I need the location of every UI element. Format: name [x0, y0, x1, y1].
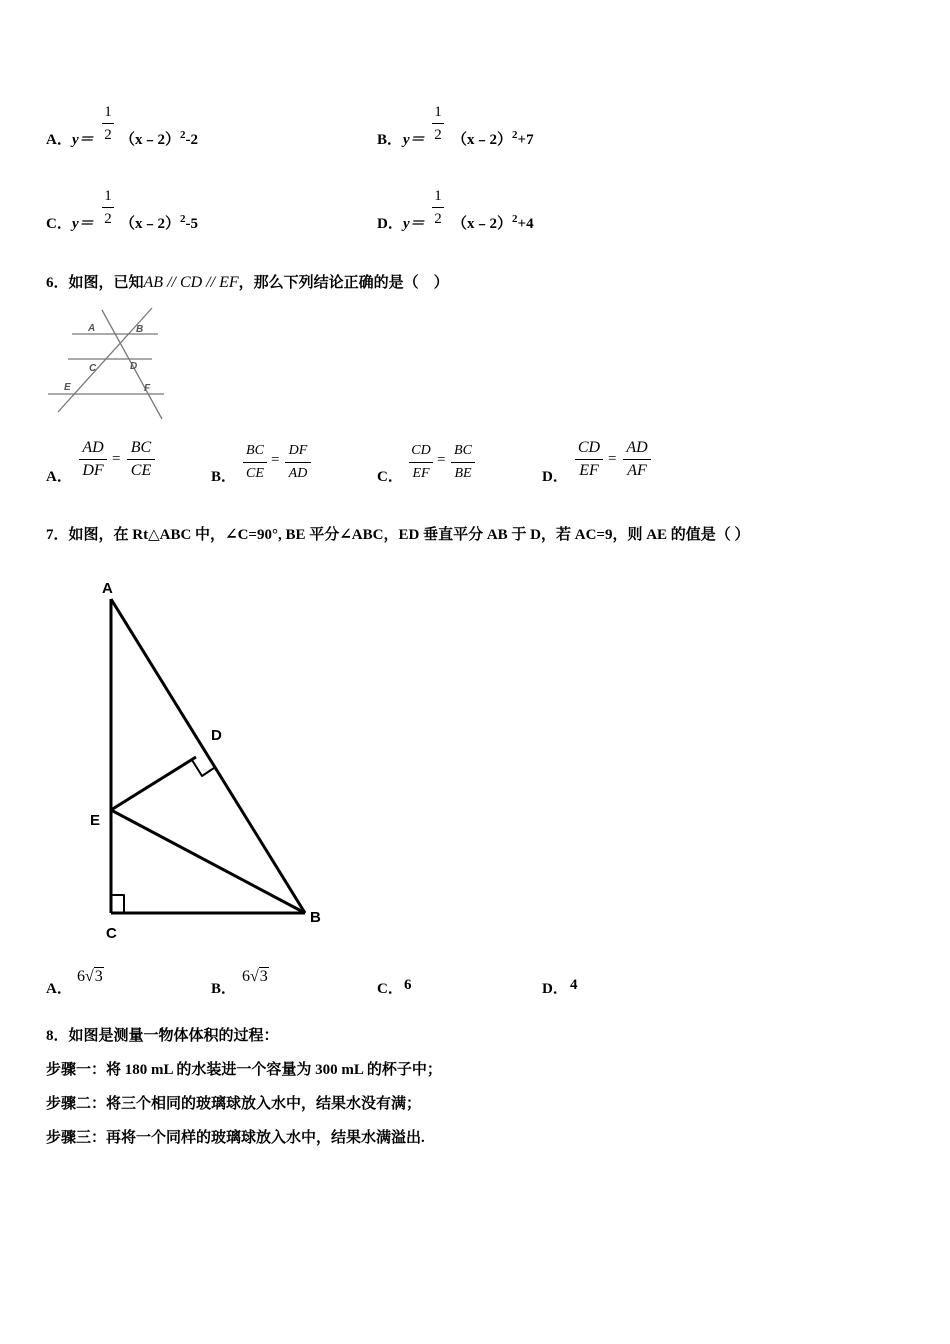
option-expression: （x﹣2）$^2$+4 [452, 213, 534, 232]
right-angle-mark-c [111, 895, 124, 913]
point-label-c: C [89, 363, 97, 374]
fraction-left: CD EF [574, 437, 604, 482]
q8-step-3: 步骤三：再将一个同样的玻璃球放入水中，结果水满溢出. [46, 1130, 425, 1146]
option-label: D． [542, 469, 568, 485]
option-label: B． [377, 132, 403, 148]
fraction: 1 2 [101, 101, 115, 146]
option-prefix: y＝ [72, 132, 94, 148]
option-label: C． [377, 469, 403, 485]
option-prefix: y＝ [72, 216, 94, 232]
point-label-b: B [310, 909, 321, 926]
q6-parallel-lines-figure [44, 304, 168, 424]
fraction-left: AD DF [78, 437, 108, 482]
q7-stem: 7．如图，在 Rt△ABC 中，∠C=90°, BE 平分∠ABC，ED 垂直平分 AB 于 D，若 AC=9，则 AE 的值是（ ） [46, 527, 750, 543]
fraction-right: BC CE [126, 437, 156, 482]
option-label: C． [46, 216, 72, 232]
option-prefix: y＝ [403, 132, 425, 148]
point-label-f: F [144, 383, 151, 394]
q8-step-1: 步骤一：将 180 mL 的水装进一个容量为 300 mL 的杯子中； [46, 1062, 442, 1078]
point-label-a: A [88, 323, 96, 334]
option-label: B． [211, 469, 237, 485]
fraction: 1 2 [431, 101, 445, 146]
equals-sign: = [112, 451, 121, 467]
q8-stem: 8．如图是测量一物体体积的过程： [46, 1028, 279, 1044]
segment-ed [111, 757, 196, 810]
equals-sign: = [271, 452, 280, 468]
option-label: D． [377, 216, 403, 232]
point-label-d: D [130, 361, 138, 372]
option-label: B． [211, 981, 237, 997]
q6-stem: 6．如图，已知AB // CD // EF，那么下列结论正确的是（ ） [46, 274, 449, 291]
equals-sign: = [608, 451, 617, 467]
point-label-d: D [211, 727, 222, 744]
option-label: C． [377, 981, 403, 997]
fraction-right: DF AD [284, 440, 312, 485]
point-label-c: C [106, 925, 117, 942]
radical-expression: 6√3 [77, 968, 103, 985]
fraction-left: BC CE [242, 440, 268, 485]
fraction-right: BC BE [450, 440, 476, 485]
segment-ab [111, 599, 305, 913]
option-expression: （x﹣2）$^2$-2 [120, 129, 199, 148]
q7-triangle-figure [80, 570, 340, 950]
option-label: A． [46, 469, 72, 485]
option-expression: （x﹣2）$^2$-5 [120, 213, 199, 232]
fraction: 1 2 [101, 185, 115, 230]
q8-step-2: 步骤二：将三个相同的玻璃球放入水中，结果水没有满； [46, 1096, 422, 1112]
radical-expression: 6√3 [242, 968, 268, 985]
fraction-left: CD EF [408, 440, 434, 485]
point-label-a: A [102, 580, 113, 597]
point-label-e: E [90, 812, 101, 829]
option-value: 6 [404, 977, 412, 993]
equals-sign: = [437, 452, 446, 468]
segment-eb [111, 810, 305, 913]
fraction-right: AD AF [622, 437, 652, 482]
option-expression: （x﹣2）$^2$+7 [452, 129, 534, 148]
option-label: D． [542, 981, 568, 997]
point-label-e: E [64, 382, 71, 393]
option-value: 4 [570, 977, 578, 993]
option-label: A． [46, 981, 72, 997]
option-prefix: y＝ [403, 216, 425, 232]
point-label-b: B [136, 324, 144, 335]
fraction: 1 2 [431, 185, 445, 230]
option-label: A． [46, 132, 72, 148]
